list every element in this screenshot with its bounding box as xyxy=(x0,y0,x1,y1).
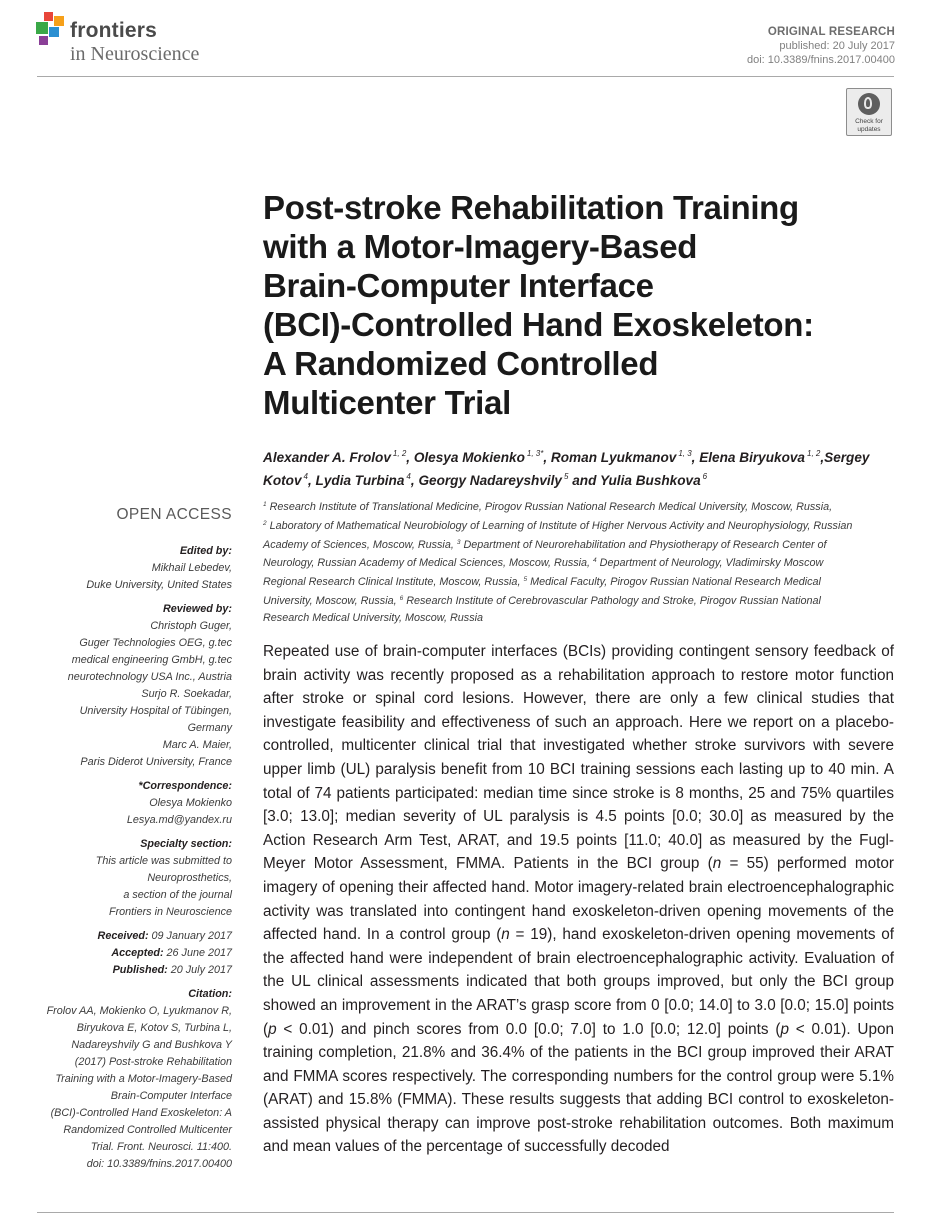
author-item[interactable] xyxy=(699,450,820,465)
sidebar-spacer xyxy=(22,921,232,928)
check-for-updates-button[interactable] xyxy=(846,88,892,136)
title-line: Multicenter Trial xyxy=(263,384,511,421)
author-separator: , xyxy=(543,450,551,465)
sidebar-heading: Specialty section: xyxy=(140,838,232,850)
author-name[interactable]: Roman Lyukmanov xyxy=(550,450,677,465)
abstract-variable: n xyxy=(712,855,722,873)
sidebar-line: Frontiers in Neuroscience xyxy=(108,906,232,918)
sidebar-line: Paris Diderot University, France xyxy=(80,756,232,768)
sidebar-line: Surjo R. Soekadar, xyxy=(141,688,232,700)
sidebar-line: Duke University, United States xyxy=(86,579,232,591)
author-name[interactable]: Elena Biryukova xyxy=(699,450,805,465)
footer-divider xyxy=(37,1212,894,1213)
title-line: Post-stroke Rehabilitation Training xyxy=(263,189,799,226)
sidebar-date-label: Published: xyxy=(112,964,168,976)
abstract-variable: n xyxy=(501,926,510,944)
author-affiliation-marker: 1, 2 xyxy=(807,449,821,458)
abstract-segment: < 0.01). Upon training completion, 21.8% and 36.4% of the patients in the BCI group improved their ARAT and FMMA scores respectively. The corresponding numbers for the control group were 5.1% (ARAT) and 15.8% (FMMA). These results suggests that adding BCI control to exoskeleton-assisted physical therapy can improve post-stroke rehabilitation outcomes. Both maximum and mean values of the percentage of successfully decoded xyxy=(263,1020,894,1156)
affiliation-text: Neurology, Russian Academy of Medical Sciences, Moscow, Russia, xyxy=(263,557,594,570)
affiliation-text: Department of Neurorehabilitation and Physiotherapy of Research Center of xyxy=(460,538,827,551)
logo-square-blue xyxy=(49,27,59,37)
affiliation-line xyxy=(263,553,903,572)
affiliation-number: 2 xyxy=(263,519,267,527)
affiliation-text: Academy of Sciences, Moscow, Russia, xyxy=(263,538,457,551)
author-list xyxy=(263,444,903,490)
sidebar-heading: *Correspondence: xyxy=(138,780,232,792)
sidebar-date-value: 09 January 2017 xyxy=(148,930,232,942)
affiliation-line xyxy=(263,591,903,610)
author-name[interactable]: Alexander A. Frolov xyxy=(263,450,391,465)
title-line: with a Motor-Imagery-Based xyxy=(263,228,698,265)
journal-subtitle: in Neuroscience xyxy=(70,43,200,65)
affiliation-number: 6 xyxy=(399,594,404,602)
title-line: Brain-Computer Interface xyxy=(263,267,654,304)
author-affiliation-marker: 1, 2 xyxy=(392,449,407,458)
affiliation-text: Research Medical University, Moscow, Russia xyxy=(263,611,484,624)
abstract-segment: < 0.01) and pinch scores from 0.0 [0.0; 7.0] to 1.0 [0.0; 12.0] points ( xyxy=(276,1020,781,1038)
sidebar-heading: Reviewed by: xyxy=(162,603,232,615)
affiliation-text: Laboratory of Mathematical Neurobiology of Learning of Institute of Higher Nervous Activity and Neurophysiology, Russian xyxy=(266,519,853,532)
author-separator: and xyxy=(568,473,600,488)
crossmark-icon xyxy=(858,93,880,115)
sidebar-line: Olesya Mokienko xyxy=(149,797,232,809)
header-divider xyxy=(37,76,894,77)
author-item[interactable] xyxy=(551,450,692,465)
sidebar-date-row xyxy=(22,945,232,962)
sidebar-line: Germany xyxy=(187,722,232,734)
author-item[interactable] xyxy=(263,450,406,465)
title-line: (BCI)-Controlled Hand Exoskeleton: xyxy=(263,306,814,343)
sidebar-line: Guger Technologies OEG, g.tec xyxy=(79,637,232,649)
sidebar-spacer xyxy=(22,771,232,778)
sidebar-line: Christoph Guger, xyxy=(150,620,232,632)
logo-square-green xyxy=(36,22,48,34)
affiliation-line xyxy=(263,572,903,591)
affiliation-number: 4 xyxy=(593,557,597,565)
abstract-segment: = 19), hand exoskeleton-driven opening movements of the affected hand were independent of brain electroencephalographic activity. Evaluation of the UL clinical assessments indicated that both groups improved, but only the BCI group showed an improvement in the ARAT’s grasp score from 0 [0.0; 14.0] to 3.0 [0.0; 15.0] points ( xyxy=(263,926,894,1038)
frontiers-logo-icon xyxy=(36,12,66,46)
author-separator: , xyxy=(307,473,316,488)
sidebar-spacer xyxy=(22,594,232,601)
author-name[interactable]: Sergey Kotov xyxy=(263,450,870,488)
affiliation-text: Research Institute of Cerebrovascular Pathology and Stroke, Pirogov Russian National xyxy=(403,594,821,607)
sidebar-line: Brain-Computer Interface xyxy=(110,1090,232,1102)
author-name[interactable]: Georgy Nadareyshvily xyxy=(418,473,562,488)
sidebar-line: (BCI)-Controlled Hand Exoskeleton: A xyxy=(50,1107,232,1119)
author-item[interactable] xyxy=(418,473,568,488)
author-item[interactable] xyxy=(316,473,411,488)
author-separator: , xyxy=(691,450,700,465)
affiliation-line xyxy=(263,516,903,535)
affiliation-list xyxy=(263,497,903,627)
affiliation-text: Department of Neurology, Vladimirsky Moscow xyxy=(596,557,824,570)
author-affiliation-marker: 5 xyxy=(564,472,569,481)
sidebar-link[interactable]: Lesya.md@yandex.ru xyxy=(126,814,232,826)
logo-square-orange xyxy=(54,16,64,26)
author-item[interactable] xyxy=(600,473,707,488)
sidebar-line: Frolov AA, Mokienko O, Lyukmanov R, xyxy=(46,1005,232,1017)
journal-brand: frontiers xyxy=(70,19,157,42)
logo-square-red xyxy=(44,12,53,21)
author-affiliation-marker: 4 xyxy=(303,472,308,481)
article-doi[interactable]: doi: 10.3389/fnins.2017.00400 xyxy=(746,54,895,66)
sidebar-date-row xyxy=(22,928,232,945)
abstract-segment: = 55) performed motor imagery of opening their affected hand. Motor imagery-related brain electroencephalographic activity was translated into contingent hand exoskeleton-driven opening movements of the affected hand. In a control group ( xyxy=(263,855,894,944)
sidebar-heading: Edited by: xyxy=(179,545,232,557)
author-separator: , xyxy=(410,473,419,488)
author-affiliation-marker: 6 xyxy=(702,472,708,481)
sidebar-date-label: Received: xyxy=(97,930,149,942)
author-affiliation-marker: 1, 3 xyxy=(678,449,692,458)
affiliation-text: Regional Research Clinical Institute, Moscow, Russia, xyxy=(263,576,524,589)
logo-square-purple xyxy=(39,36,48,45)
sidebar-line: Marc A. Maier, xyxy=(162,739,232,751)
article-info-sidebar xyxy=(22,543,232,1173)
affiliation-text: Medical Faculty, Pirogov Russian National Research Medical xyxy=(527,576,821,589)
article-type: ORIGINAL RESEARCH xyxy=(767,26,895,38)
author-item[interactable] xyxy=(414,450,544,465)
abstract-variable: p xyxy=(268,1020,277,1038)
sidebar-line: Biryukova E, Kotov S, Turbina L, xyxy=(76,1022,232,1034)
affiliation-number: 3 xyxy=(456,538,461,546)
sidebar-date-value: 26 June 2017 xyxy=(163,947,232,959)
affiliation-number: 5 xyxy=(523,576,528,584)
sidebar-line: Randomized Controlled Multicenter xyxy=(63,1124,232,1136)
affiliation-line xyxy=(263,535,903,554)
sidebar-link[interactable]: doi: 10.3389/fnins.2017.00400 xyxy=(86,1158,232,1170)
check-for-updates-label: Check for updates xyxy=(855,118,883,133)
sidebar-line: University Hospital of Tübingen, xyxy=(79,705,232,717)
sidebar-line: Trial. Front. Neurosci. 11:400. xyxy=(90,1141,232,1153)
sidebar-line: Mikhail Lebedev, xyxy=(151,562,232,574)
article-title xyxy=(263,188,903,422)
affiliation-number: 1 xyxy=(263,501,267,508)
sidebar-date-value: 20 July 2017 xyxy=(167,964,232,976)
published-date: published: 20 July 2017 xyxy=(779,40,895,52)
author-separator: , xyxy=(820,450,825,465)
sidebar-line: Neuroprosthetics, xyxy=(147,872,232,884)
author-separator: , xyxy=(406,450,414,465)
sidebar-line: medical engineering GmbH, g.tec xyxy=(71,654,232,666)
abstract-text xyxy=(263,640,894,1159)
sidebar-line: neurotechnology USA Inc., Austria xyxy=(67,671,232,683)
title-line: A Randomized Controlled xyxy=(263,345,659,382)
author-name[interactable]: Yulia Bushkova xyxy=(599,473,701,488)
sidebar-line: This article was submitted to xyxy=(95,855,232,867)
sidebar-heading: Citation: xyxy=(188,988,232,1000)
sidebar-line: Nadareyshvily G and Bushkova Y xyxy=(71,1039,232,1051)
affiliation-text: University, Moscow, Russia, xyxy=(263,594,400,607)
open-access-label: OPEN ACCESS xyxy=(116,506,232,523)
sidebar-line: (2017) Post-stroke Rehabilitation xyxy=(74,1056,232,1068)
abstract-segment: Repeated use of brain-computer interfaces (BCIs) providing contingent sensory feedback of brain activity was recently proposed as a rehabilitation approach to restore motor function after stroke or spinal cord lesions. However, there are only a few clinical studies that investigate feasibility and effectiveness of such an approach. Here we report on a placebo-controlled, multicenter clinical trial that investigated whether stroke survivors with severe upper limb (UL) paralysis benefit from 10 BCI training sessions each lasting up to 40 min. A total of 74 patients participated: median time since stroke is 8 months, 25 and 75% quartiles [3.0; 13.0]; median severity of UL paralysis is 4.5 points [0.0; 30.0] as measured by the Action Research Arm Test, ARAT, and 19.5 points [11.0; 40.0] as measured by the Fugl-Meyer Motor Assessment, FMMA. Patients in the BCI group ( xyxy=(263,643,894,873)
affiliation-text: Research Institute of Translational Medicine, Pirogov Russian National Research Medical University, Moscow, Russia, xyxy=(266,501,833,513)
author-name[interactable]: Olesya Mokienko xyxy=(413,450,525,465)
sidebar-date-row xyxy=(22,962,232,979)
sidebar-line: Training with a Motor-Imagery-Based xyxy=(55,1073,232,1085)
affiliation-line xyxy=(263,610,903,627)
sidebar-spacer xyxy=(22,829,232,836)
sidebar-line: a section of the journal xyxy=(123,889,232,901)
abstract-variable: p xyxy=(780,1020,789,1038)
author-affiliation-marker: 4 xyxy=(406,472,411,481)
affiliation-line xyxy=(263,497,903,516)
sidebar-date-label: Accepted: xyxy=(111,947,164,959)
article-meta xyxy=(747,25,895,67)
author-name[interactable]: Lydia Turbina xyxy=(315,473,405,488)
sidebar-spacer xyxy=(22,979,232,986)
author-affiliation-marker: 1, 3* xyxy=(526,449,544,458)
